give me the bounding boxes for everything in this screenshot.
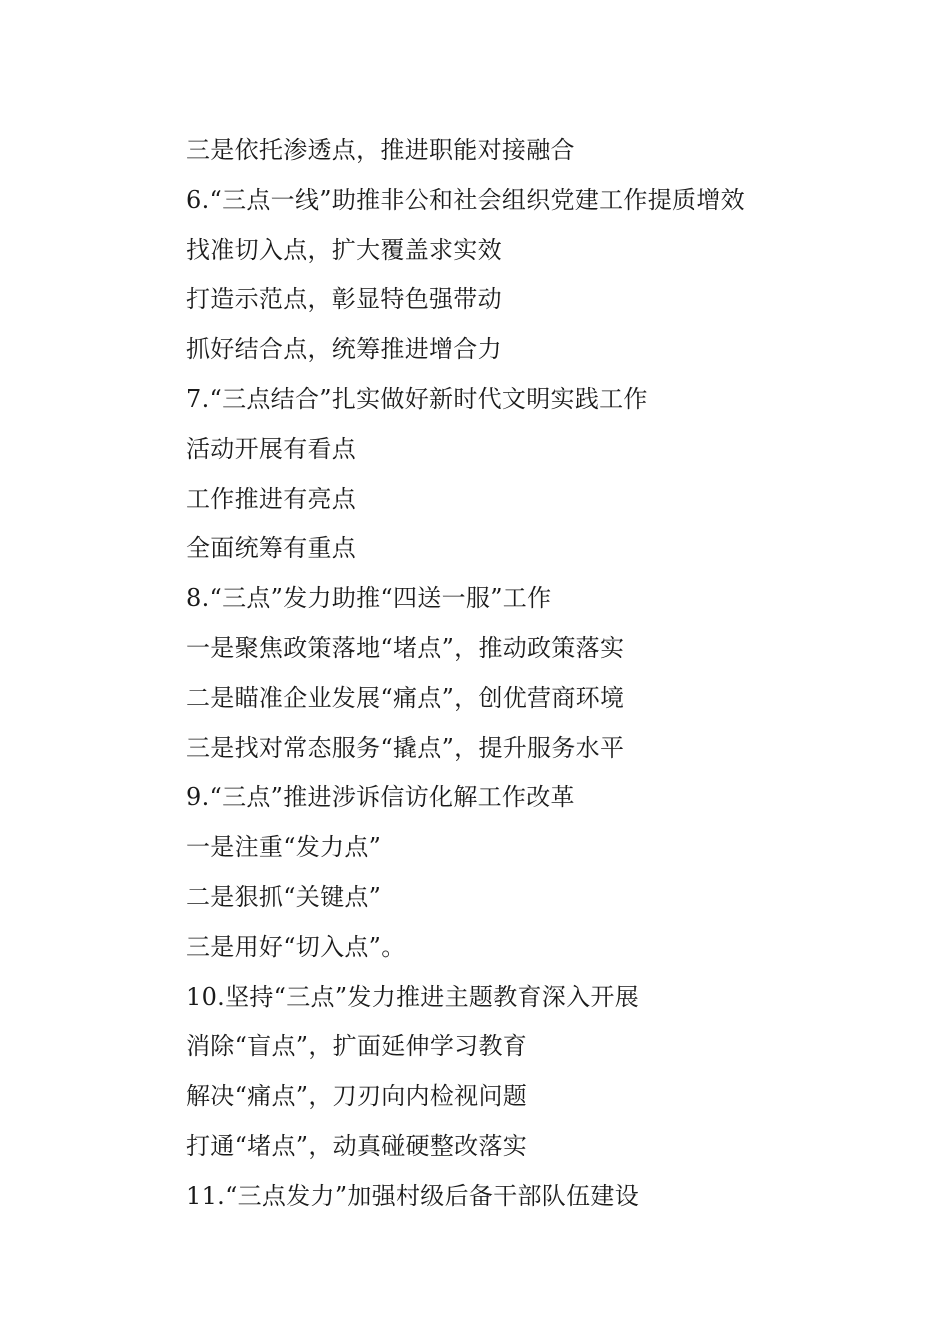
- text-line: 工作推进有亮点: [186, 484, 357, 513]
- text-line: 二是狠抓“关键点”: [186, 882, 382, 911]
- section-heading: 10.坚持“三点”发力推进主题教育深入开展: [186, 982, 640, 1011]
- text-line: 消除“盲点”，扩面延伸学习教育: [186, 1032, 528, 1061]
- section-heading: 11.“三点发力”加强村级后备干部队伍建设: [186, 1181, 640, 1210]
- text-line: 打造示范点，彰显特色强带动: [186, 285, 502, 314]
- section-heading: 9.“三点”推进涉诉信访化解工作改革: [186, 783, 575, 812]
- text-line: 三是依托渗透点，推进职能对接融合: [186, 136, 575, 164]
- text-line: 三是找对常态服务“撬点”，提升服务水平: [186, 733, 625, 762]
- text-line: 抓好结合点，统筹推进增合力: [186, 335, 502, 364]
- text-line: 一是聚焦政策落地“堵点”，推动政策落实: [186, 633, 625, 662]
- text-line: 一是注重“发力点”: [186, 833, 382, 862]
- section-heading: 7.“三点结合”扎实做好新时代文明实践工作: [186, 384, 648, 413]
- text-line: 三是用好“切入点”。: [186, 932, 406, 961]
- text-line: 二是瞄准企业发展“痛点”，创优营商环境: [186, 683, 625, 712]
- text-line: 打通“堵点”，动真碰硬整改落实: [186, 1131, 528, 1160]
- text-line: 活动开展有看点: [186, 434, 357, 463]
- section-heading: 6.“三点一线”助推非公和社会组织党建工作提质增效: [186, 185, 745, 214]
- text-line: 全面统筹有重点: [186, 534, 357, 563]
- text-line: 找准切入点，扩大覆盖求实效: [186, 235, 502, 264]
- text-line: 解决“痛点”，刀刃向内检视问题: [186, 1082, 528, 1111]
- document-body: [186, 128, 886, 1224]
- section-heading: 8.“三点”发力助推“四送一服”工作: [186, 584, 552, 613]
